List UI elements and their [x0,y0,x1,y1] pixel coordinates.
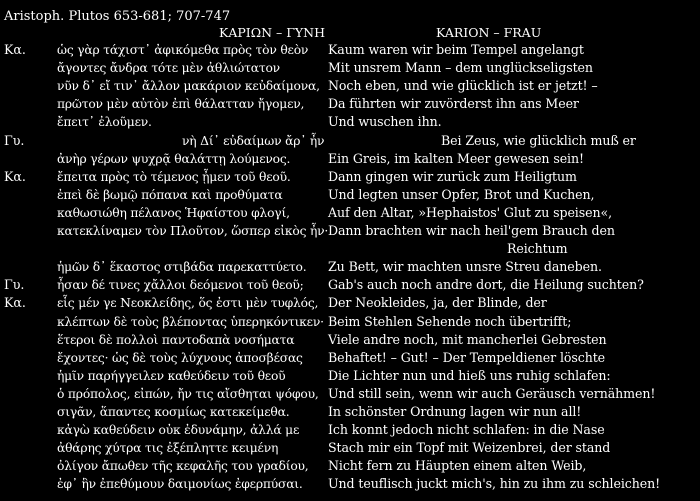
text-line [0,77,700,95]
greek-verse: ἔχοντες· ὡς δὲ τοὺς λύχνους ἀποσβέσας [57,350,303,365]
text-line [0,331,700,349]
greek-verse: ὀλίγον ἄπωθεν τῆς κεφαλῆς του γραδίου, [57,459,309,474]
german-verse: Dann gingen wir zurück zum Heiligtum [328,168,577,184]
text-line [0,150,700,168]
greek-verse: ἀνὴρ γέρων ψυχρᾷ θαλάττῃ λούμενος. [57,151,291,166]
german-verse: Mit unsrem Mann – dem unglückseligsten [328,60,593,76]
german-verse: Beim Stehlen Sehende noch übertrifft; [328,313,572,329]
text-line [0,294,700,312]
german-verse: Die Lichter nun und hieß uns ruhig schlafen: [328,367,611,383]
greek-verse: ἔπειτα πρὸς τὸ τέμενος ᾖμεν τοῦ θεοῦ. [57,169,291,184]
text-line [0,168,700,186]
speaker-label: Κα. [4,42,26,57]
german-verse: Bei Zeus, wie glücklich muß er [441,132,636,148]
greek-verse: νὴ Δί᾽ εὐδαίμων ἄρ᾽ ἦν [182,133,325,148]
greek-verse: ὁ πρόπολος, εἰπών, ἤν τις αἴσθηται ψόφου, [57,386,319,401]
greek-verse: καθωσιώθη πέλανος Ἡφαίστου φλογί, [57,205,290,220]
greek-verse: κλέπτων δὲ τοὺς βλέποντας ὑπερηκόντικεν· [57,314,324,329]
text-line [0,349,700,367]
greek-verse: ἄγοντες ἄνδρα τότε μὲν ἀθλιώτατον [57,61,280,76]
text-line [0,421,700,439]
greek-verse: ἔπειτ᾽ ἐλοῦμεν. [57,115,152,130]
german-verse: Und still sein, wenn wir auch Geräusch vernähmen! [328,385,656,401]
text-line [0,385,700,403]
greek-verse: κἀγὼ καθεύδειν οὐκ ἐδυνάμην, ἀλλά με [57,423,300,438]
text-line [0,204,700,222]
greek-verse: εἷς μέν γε Νεοκλείδης, ὅς ἐστι μὲν τυφλός, [57,296,319,311]
greek-verse: πρῶτον μὲν αὐτὸν ἐπὶ θάλατταν ἤγομεν, [57,97,305,112]
text-line [0,113,700,131]
german-verse: Reichtum [507,241,568,257]
german-verse: Nicht fern zu Häupten einem alten Weib, [328,458,587,474]
german-verse: Viele andre noch, mit mancherlei Gebresten [328,331,607,347]
german-verse: Der Neokleides, ja, der Blinde, der [328,295,547,311]
speaker-label: Γυ. [4,277,25,293]
german-verse: Noch eben, und wie glücklich ist er jetzt! – [328,78,598,94]
greek-verse: κατεκλίναμεν τὸν Πλοῦτον, ὥσπερ εἰκὸς ἦν· [57,224,329,238]
speaker-label: Κα. [4,168,26,184]
greek-verse: ἀθάρης χύτρα τις ἐξέπληττε κειμένη [57,441,279,456]
german-verse: Und legten unser Opfer, Brot und Kuchen, [328,186,595,202]
text-line [0,276,700,294]
greek-verse: ἐφ᾽ ἣν ἐπεθύμουν δαιμονίως ἐφερπύσαι. [57,477,303,492]
text-line [0,367,700,385]
greek-verse: νῦν δ᾽ εἴ τιν᾽ ἄλλον μακάριον κεὐδαίμονα, [57,79,320,94]
german-verse: Auf den Altar, »Hephaistos' Glut zu speisen«, [328,204,612,220]
german-verse: Ein Greis, im kalten Meer gewesen sein! [328,150,584,166]
german-verse: Behaftet! – Gut! – Der Tempeldiener löschte [328,349,606,365]
text-line [0,222,700,240]
text-line [0,403,700,421]
german-verse: Ich konnt jedoch nicht schlafen: in die Nase [328,422,605,438]
greek-verse: ἡμῖν παρήγγειλεν καθεύδειν τοῦ θεοῦ [57,368,286,383]
text-line [0,95,700,113]
text-line [0,41,700,59]
greek-verse: ἦσαν δέ τινες χἄλλοι δεόμενοι τοῦ θεοῦ; [57,278,304,293]
german-verse: In schönster Ordnung lagen wir nun all! [328,404,582,419]
greek-column-title: ΚΑΡΙΩΝ – ΓΥΝΗ [219,25,325,40]
text-line [0,186,700,204]
text-line [0,475,700,493]
german-verse: Und wuschen ihn. [328,114,442,130]
german-verse: Da führten wir zuvörderst ihn ans Meer [328,96,579,112]
text-line [0,132,700,150]
text-line [0,240,700,258]
text-line [0,457,700,475]
german-verse: Zu Bett, wir machten unsre Streu daneben. [328,259,602,275]
german-verse: Stach mir ein Topf mit Weizenbrei, der stand [328,440,611,456]
greek-verse: ὡς γὰρ τάχιστ᾽ ἀφικόμεθα πρὸς τὸν θεὸν [57,43,309,57]
text-line [0,313,700,331]
speaker-label: Γυ. [4,132,25,148]
text-line [0,439,700,457]
german-column-title: KARION – FRAU [436,25,542,40]
greek-verse: ἐπεὶ δὲ βωμῷ πόπανα καὶ προθύματα [57,187,283,202]
german-verse: Und teuflisch juckt mich's, hin zu ihm zu schleichen! [328,476,661,492]
german-verse: Dann brachten wir nach heil'gem Brauch den [328,223,615,238]
greek-verse: ἡμῶν δ᾽ ἕκαστος στιβάδα παρεκαττύετο. [57,260,307,275]
greek-verse: ἕτεροι δὲ πολλοὶ παντοδαπὰ νοσήματα [57,332,295,347]
source-reference: Aristoph. Plutos 653-681; 707-747 [4,9,231,24]
greek-verse: σιγᾶν, ἅπαντες κοσμίως κατεκείμεθα. [57,405,290,419]
text-line [0,258,700,276]
speaker-label: Κα. [4,295,26,311]
text-line [0,59,700,77]
german-verse: Gab's auch noch andre dort, die Heilung suchten? [328,277,644,293]
german-verse: Kaum waren wir beim Tempel angelangt [328,42,584,57]
